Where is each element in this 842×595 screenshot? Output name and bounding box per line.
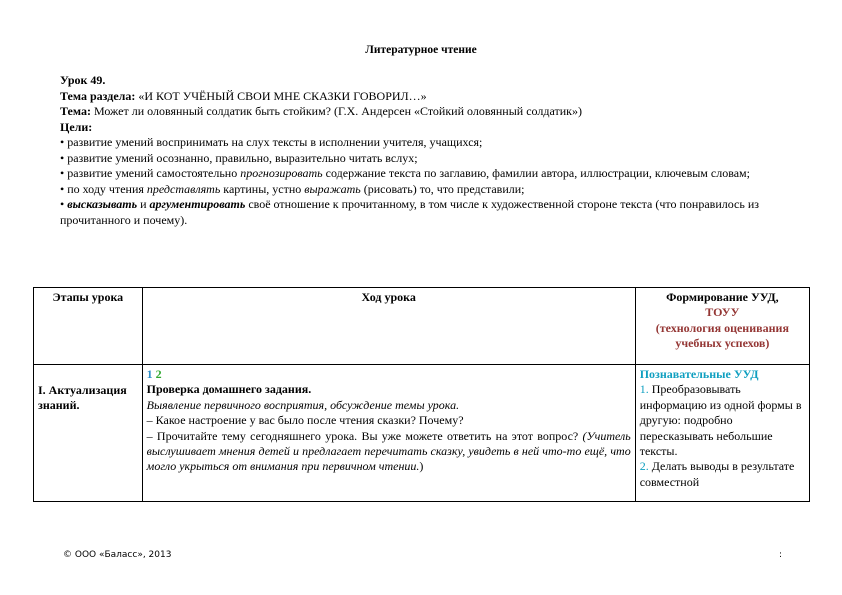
goal-3 [60,166,786,182]
goal-3-emphasis: прогнозировать [240,166,323,180]
question-2-note: (Учитель выслушивает мнения детей и предлагает перечитать сказку, увидеть в ней что-то ещё, что могло укрыться от внимания при первичном чтении. [146,428,631,474]
lesson-table [33,287,810,502]
goal-5 [60,197,786,228]
goal-4-emphasis-1: представлять [146,181,221,196]
header-uud [635,288,809,365]
slide-number-1: 1 [146,367,153,381]
section-label: Тема раздела: [60,88,136,103]
question-2-close: ) [419,459,424,474]
uud-item-1-text: Преобразовывать информацию из одной формы в другую: подробно пересказывать небольшие тексты. [639,382,802,459]
uud-item-2-text: Делать выводы в результате совместной [639,459,795,489]
slide-number-2: 2 [155,367,162,381]
goal-4-emphasis-2: выражать [304,181,361,196]
goal-3-text: • развитие умений самостоятельно [60,166,241,180]
uud-item-1-number: 1. [639,382,649,397]
goal-5-text-mid: и [137,197,150,211]
goal-4 [60,182,786,198]
goals-label: Цели: [60,119,93,134]
goal-5-text-end: своё отношение к прочитанному, в том числе к художественной стороне текста (что понравилось из прочитанного и почему). [60,197,759,227]
topic-value: Может ли оловянный солдатик быть стойким? (Г.Х. Андерсен «Стойкий оловянный солдатик») [93,104,582,118]
slide-numbers [147,367,631,382]
goal-3-text-end: содержание текста по заглавию, фамилии автора, иллюстрации, ключевым словам; [322,166,750,180]
stage-cell [34,365,143,502]
uud-heading: Познавательные УУД [639,367,759,381]
table-row [34,365,810,502]
goal-5-emphasis-1: высказывать [67,197,138,211]
uud-item-1 [640,382,805,459]
goal-4-text-end: (рисовать) то, что представили; [360,181,525,196]
header-uud-tech: (технология оценивания учебных успехов) [655,320,789,351]
footer-mark: : [779,550,783,560]
course-subheading: Выявление первичного восприятия, обсуждение темы урока. [146,397,460,412]
header-uud-toou: ТОУУ [705,305,740,320]
goal-1: • развитие умений воспринимать на слух тексты в исполнении учителя, учащихся; [60,135,483,149]
uud-cell [635,365,809,502]
uud-item-2 [640,459,805,490]
header-stages: Этапы урока [34,288,143,365]
uud-item-2-number: 2. [639,459,649,474]
goal-4-text: • по ходу чтения [60,181,147,196]
section-line [60,89,786,105]
goal-5-bullet: • [60,197,68,211]
lesson-intro [60,73,786,228]
stage-label: I. Актуализация знаний. [38,383,127,413]
goal-2: • развитие умений осознанно, правильно, выразительно читать вслух; [60,150,418,165]
course-heading: Проверка домашнего задания. [146,382,312,397]
footer-copyright: © ООО «Баласс», 2013 [63,550,172,560]
header-uud-title: Формирование УУД, [666,290,779,304]
lesson-number: Урок 49. [60,73,106,87]
question-2-text: – Прочитайте тему сегодняшнего урока. Вы уже можете ответить на этот вопрос? [146,428,583,443]
goal-5-emphasis-2: аргументировать [149,197,246,211]
section-value: «И КОТ УЧЁНЫЙ СВОИ МНЕ СКАЗКИ ГОВОРИЛ…» [138,88,427,103]
question-1: – Какое настроение у вас было после чтения сказки? Почему? [146,413,464,428]
header-course: Ход урока [142,288,635,365]
topic-line [60,104,786,120]
topic-label: Тема: [60,104,91,118]
course-cell [142,365,635,502]
table-header-row [34,288,810,365]
page-title: Литературное чтение [365,44,477,56]
goal-4-text-mid: картины, устно [220,181,305,196]
question-2 [147,429,631,475]
